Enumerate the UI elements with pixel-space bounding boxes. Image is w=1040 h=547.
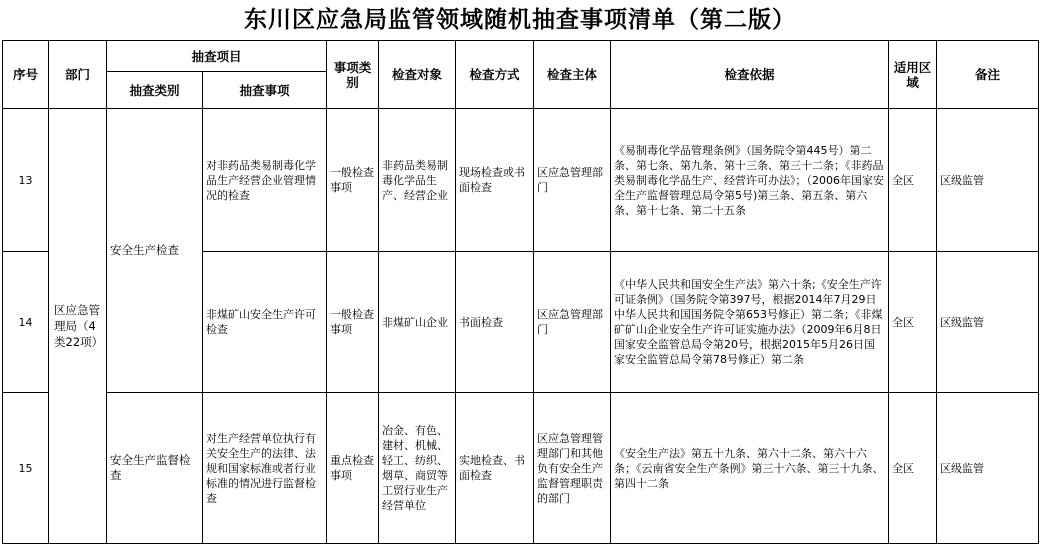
row-target: 非煤矿山企业 [379,252,456,393]
header-dept: 部门 [49,41,107,109]
inspection-table [2,40,1039,544]
table-row [3,393,1039,544]
row-remark: 区级监管 [937,109,1039,252]
header-region: 适用区域 [889,41,937,109]
row-matter: 对生产经营单位执行有关安全生产的法律、法规和国家标准或者行业标准的情况进行监督检查 [203,393,327,544]
row-matter: 非煤矿山安全生产许可检查 [203,252,327,393]
row-remark: 区级监管 [937,393,1039,544]
row-method: 实地检查、书面检查 [456,393,534,544]
row-seq: 15 [3,393,49,544]
header-target: 检查对象 [379,41,456,109]
row-subject: 区应急管理部门 [534,252,611,393]
department-cell: 区应急管理局（4类22项） [49,109,107,544]
category-cell: 安全生产检查 [107,109,203,393]
header-basis: 检查依据 [611,41,889,109]
category-cell: 安全生产监督检查 [107,393,203,544]
row-matter-type: 一般检查事项 [327,252,379,393]
table-row [3,109,1039,252]
row-method: 现场检查或书面检查 [456,109,534,252]
row-region: 全区 [889,252,937,393]
header-item-group: 抽查项目 [107,41,327,72]
row-seq: 14 [3,252,49,393]
header-remark: 备注 [937,41,1039,109]
row-target: 非药品类易制毒化学品生产、经营企业 [379,109,456,252]
row-basis: 《易制毒化学品管理条例》（国务院令第445号）第二条、第七条、第九条、第十三条、第三十二条；《非药品类易制毒化学品生产、经营许可办法》；（2006年国家安全生产监督管理总局令第5号)第三条、第五条、第六条、第十七条、第二十五条 [611,109,889,252]
header-category: 抽查类别 [107,72,203,109]
row-subject: 区应急管理部门 [534,109,611,252]
header-seq: 序号 [3,41,49,109]
row-basis: 《中华人民共和国安全生产法》第六十条;《安全生产许可证条例》（国务院令第397号，根据2014年7月29日中华人民共和国国务院令第653号修正）第二条；《非煤矿矿山企业安全生产许可证实施办法》（2009年6月8日国家安全监管总局令第20号，根据2015年5月26日国家安全监管总局令第78号修正）第二条 [611,252,889,393]
header-method: 检查方式 [456,41,534,109]
row-subject: 区应急管理管理部门和其他负有安全生产监督管理职责的部门 [534,393,611,544]
row-matter-type: 重点检查事项 [327,393,379,544]
row-matter: 对非药品类易制毒化学品生产经营企业管理情况的检查 [203,109,327,252]
header-matter-type: 事项类别 [327,41,379,109]
row-method: 书面检查 [456,252,534,393]
row-matter-type: 一般检查事项 [327,109,379,252]
row-basis: 《安全生产法》第五十九条、第六十二条、第六十六条；《云南省安全生产条例》第三十六条、第三十九条、第四十二条 [611,393,889,544]
row-region: 全区 [889,393,937,544]
header-subject: 检查主体 [534,41,611,109]
row-remark: 区级监管 [937,252,1039,393]
row-region: 全区 [889,109,937,252]
row-seq: 13 [3,109,49,252]
header-row-1 [3,41,1039,72]
row-target: 冶金、有色、建材、机械、轻工、纺织、烟草、商贸等工贸行业生产经营单位 [379,393,456,544]
page-title: 东川区应急局监管领域随机抽查事项清单（第二版） [244,7,796,33]
header-matter: 抽查事项 [203,72,327,109]
